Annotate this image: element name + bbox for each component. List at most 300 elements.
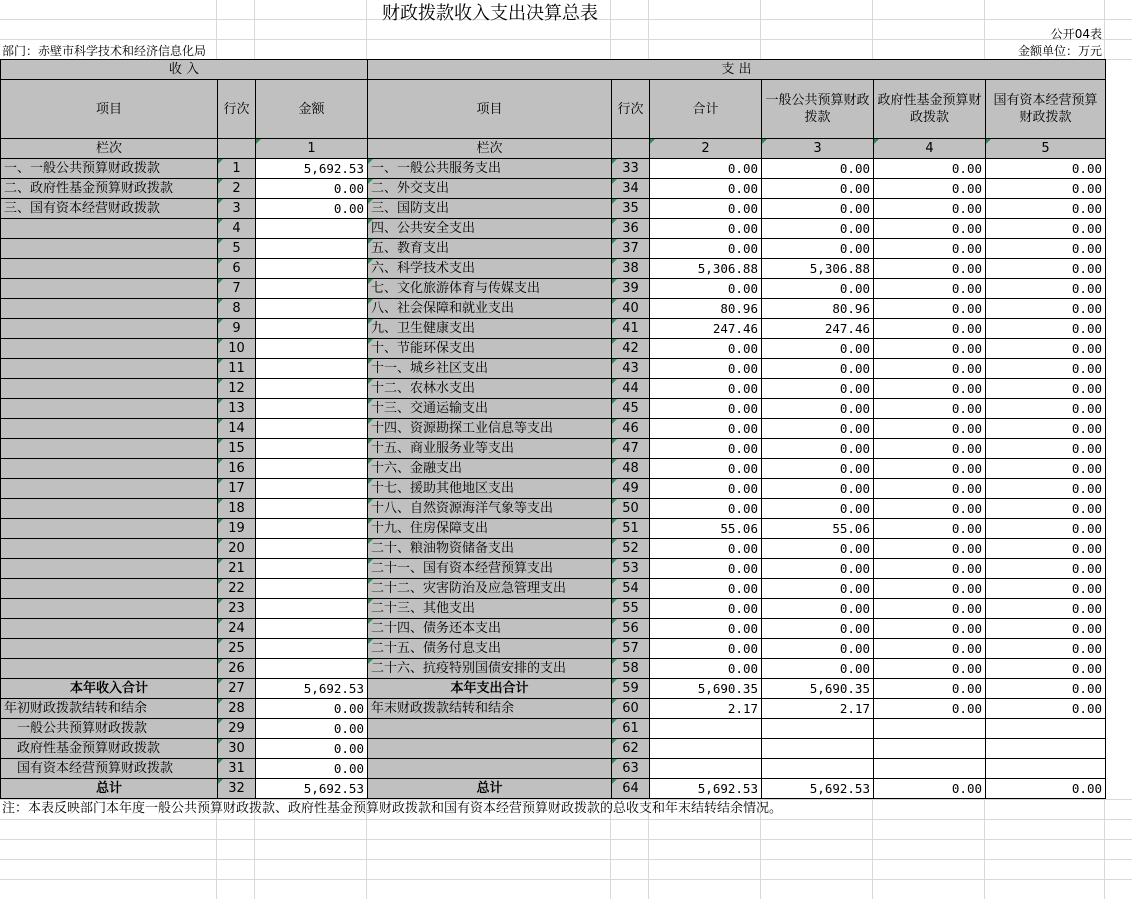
table-row bbox=[1, 559, 1106, 579]
fund-budget-amount: 0.00 bbox=[874, 239, 986, 259]
income-amount bbox=[256, 559, 368, 579]
budget-table bbox=[0, 59, 1106, 799]
income-amount bbox=[256, 579, 368, 599]
carry-out-label: 年末财政拨款结转和结余 bbox=[368, 699, 612, 719]
general-budget-amount: 0.00 bbox=[762, 599, 874, 619]
general-budget-amount: 0.00 bbox=[762, 479, 874, 499]
expense-total: 0.00 bbox=[650, 339, 762, 359]
expense-total: 0.00 bbox=[650, 239, 762, 259]
expense-item: 九、卫生健康支出 bbox=[368, 319, 612, 339]
expense-item: 二十、粮油物资储备支出 bbox=[368, 539, 612, 559]
state-capital-amount: 0.00 bbox=[986, 579, 1106, 599]
state-capital-amount: 0.00 bbox=[986, 539, 1106, 559]
state-capital-amount: 0.00 bbox=[986, 379, 1106, 399]
table-note: 注：本表反映部门本年度一般公共预算财政拨款、政府性基金预算财政拨款和国有资本经营预算财政拨款的总收支和年末结转结余情况。 bbox=[2, 801, 783, 816]
carry-out-line: 60 bbox=[612, 699, 650, 719]
general-budget-amount: 0.00 bbox=[762, 639, 874, 659]
general-budget-amount: 0.00 bbox=[762, 459, 874, 479]
expense-line-no: 49 bbox=[612, 479, 650, 499]
general-budget-amount: 0.00 bbox=[762, 419, 874, 439]
income-line-no: 10 bbox=[218, 339, 256, 359]
blank-cell bbox=[874, 739, 986, 759]
expense-section-header: 支 出 bbox=[368, 60, 1106, 80]
state-capital-amount: 0.00 bbox=[986, 399, 1106, 419]
general-budget-header: 一般公共预算财政拨款 bbox=[762, 80, 874, 139]
expense-item: 二十三、其他支出 bbox=[368, 599, 612, 619]
expense-total: 0.00 bbox=[650, 459, 762, 479]
income-line-header: 行次 bbox=[218, 80, 256, 139]
income-item bbox=[1, 459, 218, 479]
carryover-row bbox=[1, 699, 1106, 719]
expense-line-no: 50 bbox=[612, 499, 650, 519]
carry-in-detail-amount: 0.00 bbox=[256, 759, 368, 779]
expense-item: 十七、援助其他地区支出 bbox=[368, 479, 612, 499]
income-amount bbox=[256, 519, 368, 539]
expense-line-no: 45 bbox=[612, 399, 650, 419]
fund-budget-amount: 0.00 bbox=[874, 659, 986, 679]
income-total-amount: 5,692.53 bbox=[256, 679, 368, 699]
expense-item: 六、科学技术支出 bbox=[368, 259, 612, 279]
table-row bbox=[1, 499, 1106, 519]
column-number-4: 4 bbox=[874, 139, 986, 159]
fund-budget-amount: 0.00 bbox=[874, 159, 986, 179]
income-item bbox=[1, 599, 218, 619]
income-line-no: 15 bbox=[218, 439, 256, 459]
grand-expense-gen: 5,692.53 bbox=[762, 779, 874, 799]
income-amount bbox=[256, 619, 368, 639]
table-row bbox=[1, 399, 1106, 419]
expense-item: 二十六、抗疫特别国债安排的支出 bbox=[368, 659, 612, 679]
general-budget-amount: 55.06 bbox=[762, 519, 874, 539]
blank-cell bbox=[650, 719, 762, 739]
expense-line-no: 35 bbox=[612, 199, 650, 219]
expense-item: 五、教育支出 bbox=[368, 239, 612, 259]
fund-budget-amount: 0.00 bbox=[874, 519, 986, 539]
general-budget-amount: 0.00 bbox=[762, 439, 874, 459]
income-amount bbox=[256, 459, 368, 479]
income-line-no: 16 bbox=[218, 459, 256, 479]
income-line-no: 2 bbox=[218, 179, 256, 199]
expense-total: 5,306.88 bbox=[650, 259, 762, 279]
income-amount bbox=[256, 479, 368, 499]
general-budget-amount: 80.96 bbox=[762, 299, 874, 319]
fund-budget-amount: 0.00 bbox=[874, 579, 986, 599]
fund-budget-amount: 0.00 bbox=[874, 599, 986, 619]
income-line-no: 24 bbox=[218, 619, 256, 639]
expense-total: 55.06 bbox=[650, 519, 762, 539]
state-capital-amount: 0.00 bbox=[986, 239, 1106, 259]
expense-total: 0.00 bbox=[650, 619, 762, 639]
table-row bbox=[1, 519, 1106, 539]
expense-line-no: 42 bbox=[612, 339, 650, 359]
income-amount: 5,692.53 bbox=[256, 159, 368, 179]
general-budget-amount: 0.00 bbox=[762, 579, 874, 599]
fund-budget-amount: 0.00 bbox=[874, 259, 986, 279]
carry-in-detail-amount: 0.00 bbox=[256, 739, 368, 759]
expense-item-header: 项目 bbox=[368, 80, 612, 139]
carry-in-line: 28 bbox=[218, 699, 256, 719]
general-budget-amount: 0.00 bbox=[762, 219, 874, 239]
fund-budget-amount: 0.00 bbox=[874, 439, 986, 459]
general-budget-amount: 0.00 bbox=[762, 339, 874, 359]
general-budget-amount: 0.00 bbox=[762, 619, 874, 639]
general-budget-amount: 5,306.88 bbox=[762, 259, 874, 279]
table-row bbox=[1, 639, 1106, 659]
general-budget-amount: 0.00 bbox=[762, 499, 874, 519]
income-amount-header: 金额 bbox=[256, 80, 368, 139]
expense-line-no: 51 bbox=[612, 519, 650, 539]
column-number-3: 3 bbox=[762, 139, 874, 159]
income-item bbox=[1, 499, 218, 519]
expense-total: 0.00 bbox=[650, 499, 762, 519]
income-total-label: 本年收入合计 bbox=[1, 679, 218, 699]
table-row bbox=[1, 359, 1106, 379]
carry-out-state: 0.00 bbox=[986, 699, 1106, 719]
income-item bbox=[1, 239, 218, 259]
expense-item: 二十四、债务还本支出 bbox=[368, 619, 612, 639]
fund-budget-header: 政府性基金预算财政拨款 bbox=[874, 80, 986, 139]
expense-line-no: 36 bbox=[612, 219, 650, 239]
income-item bbox=[1, 219, 218, 239]
carryover-detail-row bbox=[1, 719, 1106, 739]
blank-cell bbox=[874, 719, 986, 739]
general-budget-amount: 0.00 bbox=[762, 159, 874, 179]
expense-total-state: 0.00 bbox=[986, 679, 1106, 699]
fund-budget-amount: 0.00 bbox=[874, 319, 986, 339]
table-row bbox=[1, 379, 1106, 399]
column-header-row bbox=[1, 80, 1106, 139]
carry-out-fund: 0.00 bbox=[874, 699, 986, 719]
income-line-no: 17 bbox=[218, 479, 256, 499]
expense-item: 十五、商业服务业等支出 bbox=[368, 439, 612, 459]
grand-expense-total: 5,692.53 bbox=[650, 779, 762, 799]
income-amount bbox=[256, 539, 368, 559]
expense-total: 0.00 bbox=[650, 639, 762, 659]
form-number: 公开04表 bbox=[1050, 27, 1102, 41]
state-capital-amount: 0.00 bbox=[986, 639, 1106, 659]
expense-blank-item bbox=[368, 739, 612, 759]
income-amount bbox=[256, 659, 368, 679]
expense-total: 0.00 bbox=[650, 419, 762, 439]
income-amount bbox=[256, 219, 368, 239]
expense-line-no: 37 bbox=[612, 239, 650, 259]
carry-in-detail-line: 31 bbox=[218, 759, 256, 779]
state-capital-amount: 0.00 bbox=[986, 259, 1106, 279]
expense-blank-item bbox=[368, 759, 612, 779]
expense-line-no: 46 bbox=[612, 419, 650, 439]
income-amount bbox=[256, 639, 368, 659]
income-item bbox=[1, 419, 218, 439]
expense-item: 十一、城乡社区支出 bbox=[368, 359, 612, 379]
expense-total: 0.00 bbox=[650, 539, 762, 559]
table-row bbox=[1, 319, 1106, 339]
state-capital-amount: 0.00 bbox=[986, 439, 1106, 459]
section-header-row bbox=[1, 60, 1106, 80]
expense-total-line: 59 bbox=[612, 679, 650, 699]
expense-line-no: 34 bbox=[612, 179, 650, 199]
state-capital-amount: 0.00 bbox=[986, 479, 1106, 499]
column-label-2: 栏次 bbox=[368, 139, 612, 159]
fund-budget-amount: 0.00 bbox=[874, 339, 986, 359]
income-amount bbox=[256, 339, 368, 359]
expense-total-sum: 5,690.35 bbox=[650, 679, 762, 699]
income-line-no: 1 bbox=[218, 159, 256, 179]
income-line-no: 18 bbox=[218, 499, 256, 519]
income-line-no: 4 bbox=[218, 219, 256, 239]
expense-line-no: 39 bbox=[612, 279, 650, 299]
state-capital-amount: 0.00 bbox=[986, 559, 1106, 579]
expense-line-no: 57 bbox=[612, 639, 650, 659]
income-item: 二、政府性基金预算财政拨款 bbox=[1, 179, 218, 199]
income-line-no: 26 bbox=[218, 659, 256, 679]
fund-budget-amount: 0.00 bbox=[874, 459, 986, 479]
blank-cell bbox=[874, 759, 986, 779]
state-capital-amount: 0.00 bbox=[986, 619, 1106, 639]
expense-total: 0.00 bbox=[650, 579, 762, 599]
expense-total: 0.00 bbox=[650, 559, 762, 579]
state-capital-amount: 0.00 bbox=[986, 359, 1106, 379]
expense-line-no: 55 bbox=[612, 599, 650, 619]
income-item bbox=[1, 639, 218, 659]
income-amount: 0.00 bbox=[256, 199, 368, 219]
state-capital-amount: 0.00 bbox=[986, 319, 1106, 339]
annual-total-row bbox=[1, 679, 1106, 699]
table-row bbox=[1, 179, 1106, 199]
expense-line-no: 56 bbox=[612, 619, 650, 639]
income-item: 三、国有资本经营财政拨款 bbox=[1, 199, 218, 219]
income-amount bbox=[256, 419, 368, 439]
income-amount bbox=[256, 439, 368, 459]
general-budget-amount: 247.46 bbox=[762, 319, 874, 339]
grand-expense-label: 总计 bbox=[368, 779, 612, 799]
grand-expense-state: 0.00 bbox=[986, 779, 1106, 799]
expense-item: 十六、金融支出 bbox=[368, 459, 612, 479]
income-amount bbox=[256, 319, 368, 339]
general-budget-amount: 0.00 bbox=[762, 379, 874, 399]
expense-total: 0.00 bbox=[650, 599, 762, 619]
carryover-detail-row bbox=[1, 759, 1106, 779]
table-row bbox=[1, 419, 1106, 439]
state-capital-amount: 0.00 bbox=[986, 159, 1106, 179]
expense-total: 0.00 bbox=[650, 219, 762, 239]
column-number-2: 2 bbox=[650, 139, 762, 159]
income-amount bbox=[256, 599, 368, 619]
expense-total-header: 合计 bbox=[650, 80, 762, 139]
income-line-no: 25 bbox=[218, 639, 256, 659]
income-item bbox=[1, 559, 218, 579]
carry-out-gen: 2.17 bbox=[762, 699, 874, 719]
income-line-no: 23 bbox=[218, 599, 256, 619]
income-line-no: 22 bbox=[218, 579, 256, 599]
expense-line-no: 47 bbox=[612, 439, 650, 459]
expense-total: 0.00 bbox=[650, 659, 762, 679]
expense-item: 十九、住房保障支出 bbox=[368, 519, 612, 539]
income-line-no: 7 bbox=[218, 279, 256, 299]
blank-cell bbox=[762, 759, 874, 779]
income-section-header: 收 入 bbox=[1, 60, 368, 80]
income-line-no: 6 bbox=[218, 259, 256, 279]
general-budget-amount: 0.00 bbox=[762, 199, 874, 219]
unit-label: 金额单位：万元 bbox=[1017, 44, 1102, 58]
state-capital-amount: 0.00 bbox=[986, 279, 1106, 299]
carry-in-detail-label: 政府性基金预算财政拨款 bbox=[1, 739, 218, 759]
state-capital-amount: 0.00 bbox=[986, 499, 1106, 519]
state-capital-amount: 0.00 bbox=[986, 519, 1106, 539]
income-item bbox=[1, 399, 218, 419]
income-item bbox=[1, 659, 218, 679]
expense-item: 八、社会保障和就业支出 bbox=[368, 299, 612, 319]
expense-item: 二、外交支出 bbox=[368, 179, 612, 199]
column-number-row bbox=[1, 139, 1106, 159]
income-line-no: 21 bbox=[218, 559, 256, 579]
income-amount bbox=[256, 499, 368, 519]
expense-line-no: 58 bbox=[612, 659, 650, 679]
state-capital-amount: 0.00 bbox=[986, 219, 1106, 239]
expense-total: 0.00 bbox=[650, 379, 762, 399]
column-number-5: 5 bbox=[986, 139, 1106, 159]
income-amount bbox=[256, 359, 368, 379]
column-label: 栏次 bbox=[1, 139, 218, 159]
expense-total: 0.00 bbox=[650, 439, 762, 459]
fund-budget-amount: 0.00 bbox=[874, 619, 986, 639]
fund-budget-amount: 0.00 bbox=[874, 359, 986, 379]
fund-budget-amount: 0.00 bbox=[874, 539, 986, 559]
table-row bbox=[1, 279, 1106, 299]
expense-total: 0.00 bbox=[650, 279, 762, 299]
carry-in-detail-amount: 0.00 bbox=[256, 719, 368, 739]
income-amount: 0.00 bbox=[256, 179, 368, 199]
income-item bbox=[1, 619, 218, 639]
blank-cell bbox=[762, 719, 874, 739]
income-line-no: 12 bbox=[218, 379, 256, 399]
grand-income-amount: 5,692.53 bbox=[256, 779, 368, 799]
grand-income-line: 32 bbox=[218, 779, 256, 799]
expense-total-gen: 5,690.35 bbox=[762, 679, 874, 699]
table-row bbox=[1, 259, 1106, 279]
state-capital-amount: 0.00 bbox=[986, 299, 1106, 319]
expense-line-header: 行次 bbox=[612, 80, 650, 139]
expense-total: 0.00 bbox=[650, 199, 762, 219]
expense-item: 十二、农林水支出 bbox=[368, 379, 612, 399]
income-item bbox=[1, 539, 218, 559]
table-row bbox=[1, 199, 1106, 219]
carry-in-detail-line: 30 bbox=[218, 739, 256, 759]
state-capital-amount: 0.00 bbox=[986, 339, 1106, 359]
general-budget-amount: 0.00 bbox=[762, 559, 874, 579]
expense-item: 七、文化旅游体育与传媒支出 bbox=[368, 279, 612, 299]
income-item bbox=[1, 439, 218, 459]
report-title: 财政拨款收入支出决算总表 bbox=[382, 3, 598, 24]
general-budget-amount: 0.00 bbox=[762, 659, 874, 679]
column-blank-2 bbox=[612, 139, 650, 159]
expense-detail-line: 62 bbox=[612, 739, 650, 759]
income-line-no: 14 bbox=[218, 419, 256, 439]
state-capital-amount: 0.00 bbox=[986, 659, 1106, 679]
income-amount bbox=[256, 379, 368, 399]
expense-line-no: 43 bbox=[612, 359, 650, 379]
income-line-no: 11 bbox=[218, 359, 256, 379]
column-number-1: 1 bbox=[256, 139, 368, 159]
blank-cell bbox=[986, 759, 1106, 779]
expense-total: 0.00 bbox=[650, 479, 762, 499]
income-item bbox=[1, 519, 218, 539]
income-total-line: 27 bbox=[218, 679, 256, 699]
income-amount bbox=[256, 299, 368, 319]
expense-line-no: 53 bbox=[612, 559, 650, 579]
income-item bbox=[1, 319, 218, 339]
table-row bbox=[1, 239, 1106, 259]
expense-total: 247.46 bbox=[650, 319, 762, 339]
expense-line-no: 40 bbox=[612, 299, 650, 319]
expense-item: 一、一般公共服务支出 bbox=[368, 159, 612, 179]
grand-expense-fund: 0.00 bbox=[874, 779, 986, 799]
blank-cell bbox=[762, 739, 874, 759]
blank-cell bbox=[650, 759, 762, 779]
expense-item: 十、节能环保支出 bbox=[368, 339, 612, 359]
expense-line-no: 33 bbox=[612, 159, 650, 179]
table-row bbox=[1, 459, 1106, 479]
table-row bbox=[1, 539, 1106, 559]
income-line-no: 19 bbox=[218, 519, 256, 539]
carry-out-total: 2.17 bbox=[650, 699, 762, 719]
income-amount bbox=[256, 259, 368, 279]
column-blank bbox=[218, 139, 256, 159]
fund-budget-amount: 0.00 bbox=[874, 639, 986, 659]
income-line-no: 9 bbox=[218, 319, 256, 339]
income-item bbox=[1, 359, 218, 379]
table-row bbox=[1, 219, 1106, 239]
general-budget-amount: 0.00 bbox=[762, 539, 874, 559]
income-item-header: 项目 bbox=[1, 80, 218, 139]
expense-item: 十四、资源勘探工业信息等支出 bbox=[368, 419, 612, 439]
expense-item: 十八、自然资源海洋气象等支出 bbox=[368, 499, 612, 519]
income-item bbox=[1, 479, 218, 499]
income-line-no: 5 bbox=[218, 239, 256, 259]
table-row bbox=[1, 439, 1106, 459]
expense-item: 二十一、国有资本经营预算支出 bbox=[368, 559, 612, 579]
income-item bbox=[1, 339, 218, 359]
income-item bbox=[1, 379, 218, 399]
state-capital-amount: 0.00 bbox=[986, 199, 1106, 219]
expense-detail-line: 61 bbox=[612, 719, 650, 739]
carryover-detail-row bbox=[1, 739, 1106, 759]
income-amount bbox=[256, 239, 368, 259]
expense-total: 0.00 bbox=[650, 399, 762, 419]
fund-budget-amount: 0.00 bbox=[874, 219, 986, 239]
table-row bbox=[1, 619, 1106, 639]
expense-item: 二十二、灾害防治及应急管理支出 bbox=[368, 579, 612, 599]
expense-line-no: 52 bbox=[612, 539, 650, 559]
grand-income-label: 总计 bbox=[1, 779, 218, 799]
general-budget-amount: 0.00 bbox=[762, 399, 874, 419]
expense-line-no: 41 bbox=[612, 319, 650, 339]
table-row bbox=[1, 579, 1106, 599]
table-row bbox=[1, 339, 1106, 359]
income-amount bbox=[256, 279, 368, 299]
general-budget-amount: 0.00 bbox=[762, 279, 874, 299]
income-line-no: 13 bbox=[218, 399, 256, 419]
department-label: 部门：赤壁市科学技术和经济信息化局 bbox=[2, 44, 207, 58]
carry-in-detail-line: 29 bbox=[218, 719, 256, 739]
income-item bbox=[1, 259, 218, 279]
carry-in-detail-label: 国有资本经营预算财政拨款 bbox=[1, 759, 218, 779]
expense-item: 四、公共安全支出 bbox=[368, 219, 612, 239]
expense-item: 三、国防支出 bbox=[368, 199, 612, 219]
grand-total-row bbox=[1, 779, 1106, 799]
expense-total: 0.00 bbox=[650, 159, 762, 179]
fund-budget-amount: 0.00 bbox=[874, 499, 986, 519]
fund-budget-amount: 0.00 bbox=[874, 199, 986, 219]
